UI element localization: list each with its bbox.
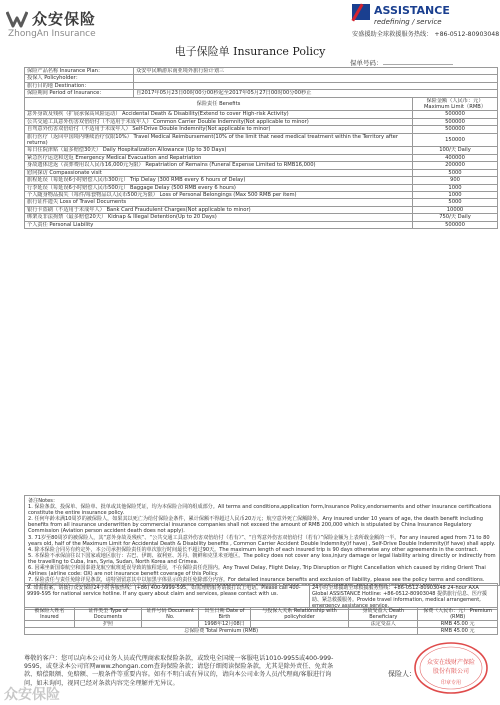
coverage-amount: 750/天 Daily	[413, 214, 498, 221]
insured-cell: RMB 45.00 元	[418, 621, 498, 628]
info-label: 投保人 Policyholder：	[25, 75, 134, 82]
coverage-name: 行李延误（每延误6小时赔偿人民币500元） Baggage Delay (500 RMB every 6 hours)	[25, 184, 413, 191]
axa-hotline-box: 24小时全球援助全球救援服务热线：+86-0512-80903048 24-hour AXA Global ASSISTANCE Hotline: +86-0512-80903048 提供旅行信息、医疗援助、紧急救援服务。Provide travel information, medical arrangement, emergency assistance service.	[310, 584, 498, 610]
insured-cell: 护照	[74, 621, 142, 628]
coverage-amount: 5000	[413, 199, 498, 206]
coverage-name: 绑架及非法拘禁（最多赔偿20天） Kidnap & Illegal Detention(Up to 20 Days)	[25, 214, 413, 221]
svg-text:众安在线财产保险: 众安在线财产保险	[426, 659, 476, 666]
watermark: 众安保险	[4, 687, 60, 703]
customer-notice: 尊敬的客户：您可以向本公司业务人员或代理商索取保险条款，或致电全国统一客服电话1010-9955或400-999-9595，或登录本公司官网www.zhongan.com查询保险条款；请您仔细阅读保险条款，尤其是除外责任、免责条款、赔偿限额、免赔额、一般条件等重要内容。如有不明白或有异议的，请向本公司业务人员/代理商/客服进行询问，如未询问，视同已经对条款内容完全理解并无异议。	[24, 655, 334, 687]
coverage-row	[25, 177, 498, 184]
info-label: 保险期间 Period of Insurance：	[25, 90, 134, 97]
service-info-table	[24, 583, 498, 610]
coverage-name: 银行卡盗刷（不适用于未成年人） Bank Card Fraudulent Charges(Not applicable to minor)	[25, 206, 413, 213]
info-row	[25, 68, 498, 75]
svg-text:股份有限公司: 股份有限公司	[432, 668, 470, 675]
coverage-name: 公共交通工具意外伤害双倍给付（不适用于未成年人） Common Carrier Double Indemnity(Not applicable to minor)	[25, 118, 413, 125]
coverage-amount: 400000	[413, 154, 498, 161]
info-value	[134, 75, 498, 82]
insured-cell	[250, 621, 349, 628]
coverage-name: 个人随身物品损失（每件/每套物品以人民币500元为限） Loss of Personal Belongings (Max 500 RMB per item)	[25, 191, 413, 198]
note-item: 1. 保险条款、投保单、保险单、批单或其他保险凭证，均为本保险合同的组成部分。All terms and conditions,application form,Insurance Policy,endorsements and other insurance certifications constitute the entire insurance policy.	[28, 504, 492, 517]
coverage-row	[25, 169, 498, 176]
note-item: 4. 除本保险合同另有约定外，本公司承担保险责任的单次旅行时间最长不超过90天。The maximum length of each insured trip is 90 days otherwise any other agreements in the contract.	[28, 546, 479, 553]
brand-name-cn: 众安保险	[32, 10, 97, 28]
axa-assistance-wordmark: ASSISTANCE	[374, 4, 450, 17]
coverage-name: 每日住院津贴（最多赔偿30天） Daily Hospitalization Allowance (Up to 30 Days)	[25, 147, 413, 154]
coverage-header-row	[25, 97, 498, 111]
coverage-amount: 200000	[413, 162, 498, 169]
coverage-name: 旅行证件遗失 Loss of Travel Documents	[25, 199, 413, 206]
coverage-amount: 100/天 Daily	[413, 147, 498, 154]
coverage-amount: 5000	[413, 169, 498, 176]
insured-header-cell: 证件类型 Type of Documents	[74, 608, 142, 621]
coverage-header-amount: 保险金额（人民币：元） Maximum Limit（RMB）	[413, 97, 498, 111]
total-premium-label: 总保险费 Total Premium (RMB)	[25, 628, 418, 635]
policy-number-value	[383, 64, 453, 65]
coverage-row	[25, 147, 498, 154]
info-value: 众安中民晒游东南亚境外旅行险计划三	[134, 68, 498, 75]
policy-info-table	[24, 67, 498, 229]
coverage-name: 自驾意外伤害双倍给付（不适用于未成年人） Self-Drive Double Indemnity(Not applicable to minor)	[25, 126, 413, 133]
insured-cell	[142, 621, 199, 628]
page-header	[0, 0, 500, 44]
coverage-row	[25, 214, 498, 221]
policy-number	[350, 58, 453, 67]
zhongan-mark-icon	[6, 9, 28, 29]
coverage-amount: 500000	[413, 118, 498, 125]
coverage-amount: 1000	[413, 191, 498, 198]
insured-cell	[25, 621, 75, 628]
document-title: 电子保险单 Insurance Policy	[174, 45, 326, 58]
coverage-amount: 900	[413, 177, 498, 184]
info-value: 自2017年05月23日00时00分00秒起至2017年05月27日00时00分00秒止	[134, 90, 498, 97]
svg-text:印章专用: 印章专用	[440, 680, 462, 686]
insured-header-cell: 与投保人关系 Relationship with policyholder	[250, 608, 349, 621]
coverage-amount: 1000	[413, 184, 498, 191]
coverage-name: 旅程延误（每延误6小时赔偿人民币300元） Trip Delay (300 RMB every 6 hours of Delay)	[25, 177, 413, 184]
info-value	[134, 82, 498, 89]
coverage-row	[25, 154, 498, 161]
note-item: 2. 任何年龄未满10周岁的被保险人，如果其以死亡为给付保险金条件，累计保额不得超过人民币20万元；航空意外死亡保额除外。Any insured under 10 years of age, the death benefit including benefits from all insurance underwritten by commercial insurance companies shall not exceed the amount of RMB 200,000 which is stipulated by China Insurance Regulatory Commission (Aviation person accident death does not apply).	[28, 516, 483, 535]
note-item: 7. 保险责任与责任免除详见条款，请特别留意其中以加黑字体显示的责任免除部分内容。For detailed insurance benefits and exclusion of liability, please see the policy terms and conditions.	[28, 577, 485, 584]
coverage-row	[25, 111, 498, 118]
coverage-name: 紧急医疗运送和送返 Emergency Medical Evacuation and Repatriation	[25, 154, 413, 161]
insured-header-cell: 保费（人民币：元） Premium (RMB)	[418, 608, 498, 621]
insured-header-cell: 身故受益人 Death Beneficiary	[349, 608, 418, 621]
info-label: 保险产品名称 Insurance Plan：	[25, 68, 134, 75]
insured-row	[25, 621, 498, 628]
total-premium-value: RMB 45.00 元	[418, 628, 498, 635]
coverage-row	[25, 126, 498, 133]
notes-title: 备注Notes：	[28, 498, 58, 504]
notes-section	[24, 495, 500, 586]
coverage-row	[25, 133, 498, 147]
brand-name-en: ZhongAn Insurance	[8, 29, 96, 39]
company-seal	[412, 640, 490, 696]
insured-header-cell: 被保险人姓名 Insured	[25, 608, 75, 621]
coverage-row	[25, 206, 498, 213]
coverage-row	[25, 118, 498, 125]
insured-cell: 1998年12月08日	[199, 621, 251, 628]
axa-assistance-logo	[352, 4, 500, 42]
insured-cell: 法定受益人	[349, 621, 418, 628]
note-item: 5. 本保险不承保前往以下国家或地区旅行：古巴、伊朗、叙利亚、苏丹、朝鲜和克里米亚地区。The policy does not cover any loss,injury damage or legal liability arising directly or indirectly from the travelling to Cuba, Iran, Syria, Sudan, North Korea and Crimea.	[28, 552, 496, 565]
insured-header-cell: 出生日期 Date of Birth	[199, 608, 251, 621]
info-row	[25, 90, 498, 97]
claim-hotline-box: 9. 如需报案，请拨打众安保险24小时客服热线：(+86) 400-9999-595，如需理赔服务请拨打以上电话。Please call 400-9999-595 for national service hotline. If any query about claim and services, please contact with us.	[25, 584, 310, 610]
coverage-amount: 10000	[413, 206, 498, 213]
coverage-header-benefit: 保险责任 Benefits	[25, 97, 413, 111]
note-item: 3. 71岁至80周岁的被保险人，其“意外身故及残疾”、“公共交通工具意外伤害双倍给付（若有）”、“自驾意外伤害双倍给付（若有）”保险金额为上表所载金额的一半。For any insured aged from 71 to 80 years old, half of the Maximum Limit for Accidental Death & Disability benefits , Common Carrier Accident Double Indemnity(if have) , Self-Drive Double Indemnity(if have) shall apply.	[28, 534, 496, 547]
insured-table	[24, 607, 498, 635]
coverage-amount: 150000	[413, 133, 498, 147]
coverage-row	[25, 184, 498, 191]
coverage-amount: 500000	[413, 221, 498, 228]
info-row	[25, 82, 498, 89]
info-row	[25, 75, 498, 82]
coverage-name: 个人责任 Personal Liability	[25, 221, 413, 228]
coverage-row	[25, 191, 498, 198]
coverage-amount: 500000	[413, 111, 498, 118]
coverage-amount: 500000	[413, 126, 498, 133]
axa-slogan: redefining / service	[374, 18, 442, 26]
coverage-name: 慰问探访 Compassionate visit	[25, 169, 413, 176]
axa-hotline: 安盛援助全球救援服务热线： +86-0512-80903048	[352, 31, 500, 38]
policy-number-label: 保单号码：	[350, 59, 383, 67]
axa-logo-icon	[352, 4, 370, 20]
coverage-row	[25, 221, 498, 228]
coverage-row	[25, 162, 498, 169]
note-item: 6. 因乘坐新国泰航空和国泰港龙航空航班延误导致的旅程延误，不在保险责任范围内。Any Travel Delay, Flight Delay, Trip Disruption or Flight Cancellation which caused by riding Orient Thai Airlines (airline code: OX) are not insurance benefit coverage of this Policy.	[28, 565, 486, 578]
coverage-name: 意外身故及残疾（扩展承保高风险运动） Accidental Death & Disability(Extend to cover High-risk Activity)	[25, 111, 413, 118]
coverage-row	[25, 199, 498, 206]
insured-header-cell: 证件号码 Document No.	[142, 608, 199, 621]
zhongan-logo	[6, 8, 132, 40]
coverage-name: 旅行医疗（返回中国境内继续治疗仅限10%） Travel Medical Reimbursement(10% of the limit that need medical treatment within the Territory after returns)	[25, 133, 413, 147]
coverage-name: 身故遗体送返（丧葬费用以人民币16,000元为限） Repatriation of Remains (Funeral Expense Limited to RMB16,000)	[25, 162, 413, 169]
info-label: 旅行目的地 Destination：	[25, 82, 134, 89]
insurer-signature-label: 保险人：	[388, 670, 416, 678]
